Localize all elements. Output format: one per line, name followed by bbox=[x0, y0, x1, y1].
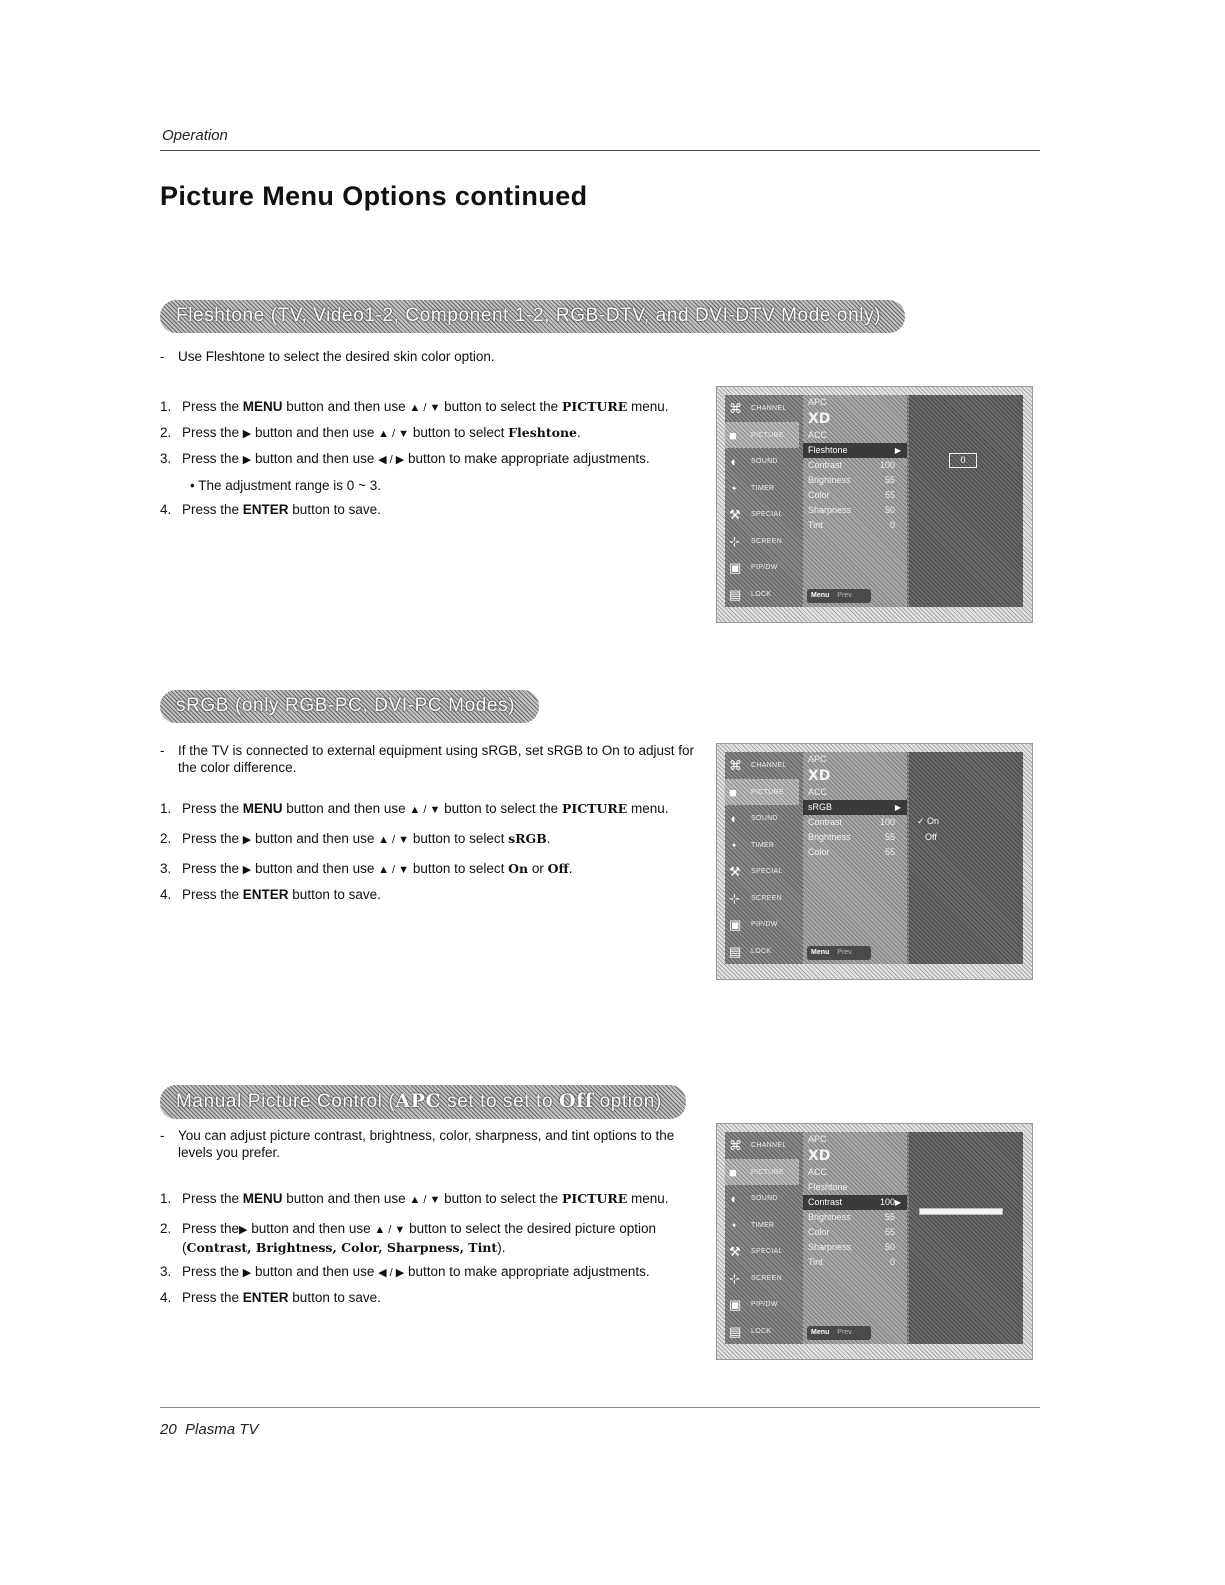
osd-nav-item-special bbox=[725, 858, 799, 885]
submenu-arrow-icon: ▶ bbox=[894, 803, 901, 812]
steps-srgb bbox=[160, 800, 715, 903]
step-2: 2. Press the ▶ button and then use ▲ / ▼ button to select sRGB. bbox=[160, 831, 551, 846]
osd-nav-item-picture bbox=[725, 422, 799, 449]
osd-nav-item-timer bbox=[725, 832, 799, 859]
tv-screen-fleshtone bbox=[716, 386, 1033, 623]
step-1: 1. Press the MENU button and then use ▲ / ▼ button to select the PICTURE menu. bbox=[160, 801, 669, 816]
osd-nav-label: CHANNEL bbox=[751, 405, 787, 412]
osd-nav-label: SOUND bbox=[751, 458, 778, 465]
osd-menu-item-xd: XD bbox=[808, 1148, 831, 1164]
pip-icon: ▣ bbox=[729, 560, 742, 575]
antenna-icon: ⌘ bbox=[729, 401, 743, 416]
osd-menu-item-color: Color 55 bbox=[808, 847, 895, 857]
osd-nav-label: LOCK bbox=[751, 590, 772, 598]
clock-icon: ◔ bbox=[729, 480, 738, 496]
step-2: 2. Press the▶ button and then use ▲ / ▼ button to select the desired picture option (Contrast, Brightness, Color, Sharpness, Tint). bbox=[160, 1221, 656, 1255]
osd-menu-item-apc: APC bbox=[808, 1134, 827, 1144]
speaker-icon: ◖ bbox=[729, 1191, 738, 1206]
osd-nav-item-screen bbox=[725, 885, 799, 912]
osd-nav-label: SCREEN bbox=[751, 537, 782, 545]
adjust-value-box: 0 bbox=[949, 453, 977, 468]
osd-nav bbox=[725, 395, 799, 607]
osd-nav-label: SOUND bbox=[751, 1195, 778, 1202]
tv-screen-srgb bbox=[716, 743, 1033, 980]
picture-icon: ■ bbox=[729, 1164, 738, 1180]
osd-menu-item-xd: XD bbox=[808, 768, 831, 784]
osd-nav-label: PIP/DW bbox=[751, 564, 778, 571]
section-banner-fleshtone: Fleshtone (TV, Video1-2, Component 1-2, RGB-DTV, and DVI-DTV Mode only) bbox=[160, 300, 905, 333]
osd-panel bbox=[725, 395, 1023, 607]
osd-menu-item-acc: ACC bbox=[808, 787, 828, 797]
running-header: Operation bbox=[162, 127, 228, 144]
osd-menu-item-fleshtone: Fleshtone bbox=[808, 1182, 848, 1192]
step-1: 1. Press the MENU button and then use ▲ / ▼ button to select the PICTURE menu. bbox=[160, 1191, 669, 1206]
contrast-level-bar bbox=[919, 1208, 1003, 1215]
osd-menu-prev-button: Menu Prev. bbox=[807, 946, 871, 960]
antenna-icon: ⌘ bbox=[729, 1138, 743, 1153]
footer-rule bbox=[160, 1407, 1040, 1408]
osd-nav-label: SCREEN bbox=[751, 1274, 782, 1282]
osd-menu-item-sharpness: Sharpness 50 bbox=[808, 505, 895, 515]
osd-menu-item-srgb: sRGB ▶ bbox=[803, 800, 907, 815]
osd-menu bbox=[803, 752, 907, 964]
osd-menu-item-color: Color 55 bbox=[808, 1227, 895, 1237]
intro-manual: - You can adjust picture contrast, brightness, color, sharpness, and tint options to the levels you prefer. bbox=[160, 1128, 675, 1160]
clock-icon: ◔ bbox=[729, 837, 738, 853]
pip-icon: ▣ bbox=[729, 917, 742, 932]
picture-icon: ■ bbox=[729, 784, 738, 800]
screen-adjust-icon: ⊹ bbox=[729, 1270, 741, 1286]
osd-nav-item-picture bbox=[725, 779, 799, 806]
osd-menu-item-acc: ACC bbox=[808, 1167, 828, 1177]
step-3: 3. Press the ▶ button and then use ▲ / ▼ button to select On or Off. bbox=[160, 861, 573, 876]
section-banner-srgb: sRGB (only RGB-PC, DVI-PC Modes) bbox=[160, 690, 539, 723]
osd-menu-item-brightness: Brightness 55 bbox=[808, 832, 895, 842]
osd-menu-item-apc: APC bbox=[808, 754, 827, 764]
osd-nav-item-special bbox=[725, 1238, 799, 1265]
step-1: 1. Press the MENU button and then use ▲ / ▼ button to select the PICTURE menu. bbox=[160, 399, 669, 414]
wrench-icon: ⚒ bbox=[729, 1244, 741, 1259]
page-number: 20 bbox=[160, 1421, 177, 1438]
step-3: 3. Press the ▶ button and then use ◀ / ▶ button to make appropriate adjustments. bbox=[160, 451, 650, 466]
osd-menu-item-color: Color 55 bbox=[808, 490, 895, 500]
option-on: ✓ On bbox=[917, 816, 940, 826]
osd-nav-item-pip-dw bbox=[725, 911, 799, 938]
osd-nav-label: SPECIAL bbox=[751, 511, 783, 518]
page-footer bbox=[160, 1421, 258, 1438]
intro-fleshtone: - Use Fleshtone to select the desired skin color option. bbox=[160, 349, 495, 364]
osd-nav-item-screen bbox=[725, 528, 799, 555]
osd-nav-item-special bbox=[725, 501, 799, 528]
osd-menu-item-contrast: Contrast 100 bbox=[808, 460, 895, 470]
osd-menu-item-apc: APC bbox=[808, 397, 827, 407]
osd-panel bbox=[725, 752, 1023, 964]
step-4: 4. Press the ENTER button to save. bbox=[160, 887, 381, 902]
osd-nav-item-picture bbox=[725, 1159, 799, 1186]
osd-nav-label: SOUND bbox=[751, 815, 778, 822]
intro-srgb: - If the TV is connected to external equipment using sRGB, set sRGB to On to adjust for the color difference. bbox=[160, 743, 695, 775]
wrench-icon: ⚒ bbox=[729, 507, 741, 522]
osd-nav-label: PICTURE bbox=[751, 431, 784, 439]
osd-adjust-area bbox=[909, 1132, 1023, 1344]
osd-nav bbox=[725, 1132, 799, 1344]
osd-menu-prev-button: Menu Prev. bbox=[807, 1326, 871, 1340]
osd-nav-item-channel bbox=[725, 752, 799, 779]
option-off: Off bbox=[925, 832, 937, 842]
osd-menu bbox=[803, 1132, 907, 1344]
osd-options-area bbox=[909, 752, 1023, 964]
osd-menu-item-sharpness: Sharpness 50 bbox=[808, 1242, 895, 1252]
osd-nav-item-timer bbox=[725, 475, 799, 502]
osd-nav-item-sound bbox=[725, 448, 799, 475]
osd-nav-label: CHANNEL bbox=[751, 762, 787, 769]
osd-panel bbox=[725, 1132, 1023, 1344]
speaker-icon: ◖ bbox=[729, 811, 738, 826]
osd-adjust-area bbox=[909, 395, 1023, 607]
note-range: • The adjustment range is 0 ~ 3. bbox=[190, 478, 381, 493]
steps-manual bbox=[160, 1190, 715, 1306]
osd-nav-item-sound bbox=[725, 1185, 799, 1212]
submenu-arrow-icon: ▶ bbox=[894, 446, 901, 455]
pip-icon: ▣ bbox=[729, 1297, 742, 1312]
osd-nav-label: PICTURE bbox=[751, 788, 784, 796]
osd-nav-item-sound bbox=[725, 805, 799, 832]
screen-adjust-icon: ⊹ bbox=[729, 533, 741, 549]
osd-nav-label: PIP/DW bbox=[751, 1301, 778, 1308]
picture-icon: ■ bbox=[729, 427, 738, 443]
clock-icon: ◔ bbox=[729, 1217, 738, 1233]
osd-nav-item-pip-dw bbox=[725, 1291, 799, 1318]
osd-nav-label: SCREEN bbox=[751, 894, 782, 902]
lock-icon: ▤ bbox=[729, 1323, 742, 1339]
screen-adjust-icon: ⊹ bbox=[729, 890, 741, 906]
osd-nav-item-screen bbox=[725, 1265, 799, 1292]
osd-nav-label: PICTURE bbox=[751, 1168, 784, 1176]
osd-nav-label: TIMER bbox=[751, 841, 775, 849]
step-4: 4. Press the ENTER button to save. bbox=[160, 502, 381, 517]
antenna-icon: ⌘ bbox=[729, 758, 743, 773]
osd-nav-item-lock bbox=[725, 938, 799, 965]
osd-nav-item-channel bbox=[725, 1132, 799, 1159]
submenu-arrow-icon: ▶ bbox=[894, 1198, 901, 1207]
osd-nav bbox=[725, 752, 799, 964]
step-2: 2. Press the ▶ button and then use ▲ / ▼ button to select Fleshtone. bbox=[160, 425, 581, 440]
osd-nav-label: LOCK bbox=[751, 1327, 772, 1335]
lock-icon: ▤ bbox=[729, 586, 742, 602]
osd-menu-item-acc: ACC bbox=[808, 430, 828, 440]
wrench-icon: ⚒ bbox=[729, 864, 741, 879]
page-title: Picture Menu Options continued bbox=[160, 181, 588, 211]
osd-menu-item-tint: Tint 0 bbox=[808, 1257, 895, 1267]
osd-menu-item-contrast: Contrast 100 ▶ bbox=[803, 1195, 907, 1210]
section-banner-manual: Manual Picture Control (APC set to set to Off option) bbox=[160, 1085, 686, 1119]
osd-nav-item-lock bbox=[725, 581, 799, 608]
osd-menu-item-contrast: Contrast 100 bbox=[808, 817, 895, 827]
osd-menu-item-tint: Tint 0 bbox=[808, 520, 895, 530]
osd-nav-label: TIMER bbox=[751, 1221, 775, 1229]
osd-nav-label: CHANNEL bbox=[751, 1142, 787, 1149]
step-4: 4. Press the ENTER button to save. bbox=[160, 1290, 381, 1305]
lock-icon: ▤ bbox=[729, 943, 742, 959]
osd-nav-label: SPECIAL bbox=[751, 1248, 783, 1255]
osd-nav-item-lock bbox=[725, 1318, 799, 1345]
osd-nav-label: LOCK bbox=[751, 947, 772, 955]
osd-nav-label: PIP/DW bbox=[751, 921, 778, 928]
footer-product: Plasma TV bbox=[185, 1421, 259, 1438]
osd-nav-label: SPECIAL bbox=[751, 868, 783, 875]
osd-menu bbox=[803, 395, 907, 607]
step-3: 3. Press the ▶ button and then use ◀ / ▶ button to make appropriate adjustments. bbox=[160, 1264, 650, 1279]
osd-menu-item-brightness: Brightness 55 bbox=[808, 1212, 895, 1222]
osd-nav-item-timer bbox=[725, 1212, 799, 1239]
steps-fleshtone bbox=[160, 398, 715, 518]
osd-menu-item-fleshtone: Fleshtone ▶ bbox=[803, 443, 907, 458]
osd-nav-item-channel bbox=[725, 395, 799, 422]
osd-menu-item-brightness: Brightness 55 bbox=[808, 475, 895, 485]
osd-menu-item-xd: XD bbox=[808, 411, 831, 427]
osd-nav-item-pip-dw bbox=[725, 554, 799, 581]
osd-menu-prev-button: Menu Prev. bbox=[807, 589, 871, 603]
osd-nav-label: TIMER bbox=[751, 484, 775, 492]
speaker-icon: ◖ bbox=[729, 454, 738, 469]
tv-screen-manual bbox=[716, 1123, 1033, 1360]
header-rule bbox=[160, 150, 1040, 151]
